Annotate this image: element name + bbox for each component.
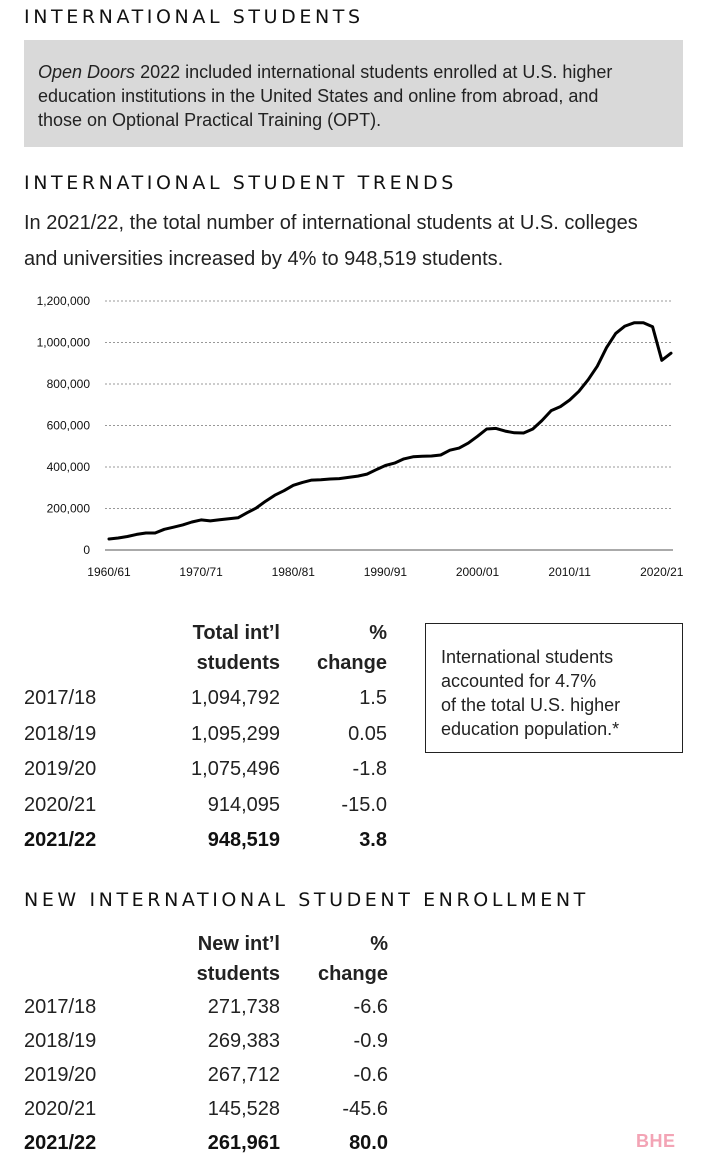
row-year: 2019/20	[24, 1064, 97, 1086]
table-row	[24, 1095, 404, 1123]
table-row	[24, 720, 404, 748]
table-row	[24, 1129, 404, 1157]
info-line-3: those on Optional Practical Training (OPT).	[38, 110, 382, 130]
table-row	[24, 993, 404, 1021]
row-students: 948,519	[207, 829, 280, 851]
table-row	[24, 791, 404, 819]
row-year: 2020/21	[24, 1098, 97, 1120]
chart-y-axis	[37, 294, 91, 557]
row-percent-change: -1.8	[352, 758, 387, 780]
open-doors-info-box	[24, 40, 683, 147]
x-tick-label: 2020/21	[640, 565, 684, 579]
row-percent-change: -0.6	[353, 1064, 388, 1086]
table-row	[24, 755, 404, 783]
row-percent-change: 3.8	[359, 829, 387, 851]
row-students: 145,528	[207, 1098, 280, 1120]
row-students: 1,095,299	[191, 722, 280, 745]
new-students-table	[24, 929, 404, 1159]
series-line-international-students	[109, 323, 671, 539]
row-year: 2021/22	[24, 829, 97, 851]
new-header-change-line1: %	[370, 933, 388, 955]
info-line-1-rest: 2022 included international students enrolled at U.S. higher	[135, 62, 613, 82]
table-row	[24, 826, 404, 854]
new-header-change-line2: change	[317, 963, 388, 985]
chart-gridlines	[105, 301, 673, 550]
y-tick-label: 200,000	[46, 501, 90, 516]
x-tick-label: 2000/01	[455, 565, 500, 579]
info-line-1	[38, 60, 669, 84]
callout-line-2: accounted for 4.7%	[441, 671, 597, 691]
total-students-table	[24, 618, 404, 858]
y-tick-label: 600,000	[46, 418, 90, 433]
chart-x-axis	[87, 565, 683, 579]
section-title-trends: INTERNATIONAL STUDENT TRENDS	[24, 172, 457, 194]
table-row	[24, 684, 404, 712]
x-tick-label: 1970/71	[179, 565, 223, 579]
row-year: 2021/22	[24, 1132, 97, 1154]
y-tick-label: 0	[83, 543, 90, 557]
row-percent-change: 1.5	[359, 687, 387, 709]
row-year: 2017/18	[24, 687, 97, 709]
callout-line-1: International students	[441, 647, 614, 667]
new-header-students-line2: students	[196, 963, 280, 985]
enrollment-line-chart	[0, 285, 704, 585]
row-percent-change: -15.0	[341, 793, 387, 816]
y-tick-label: 400,000	[46, 460, 90, 474]
row-year: 2018/19	[24, 722, 97, 745]
open-doors-emphasis: Open Doors	[38, 62, 136, 82]
x-tick-label: 1990/91	[363, 565, 408, 579]
trends-intro-text	[24, 205, 684, 277]
callout-line-3: of the total U.S. higher	[441, 695, 621, 715]
row-students: 1,094,792	[191, 687, 280, 709]
info-line-2: education institutions in the United States and online from abroad, and	[38, 86, 599, 106]
row-percent-change: -45.6	[342, 1098, 388, 1120]
x-tick-label: 2010/11	[548, 565, 591, 579]
row-year: 2019/20	[24, 758, 97, 780]
new-header-students-line1: New int’l	[197, 933, 280, 955]
total-header-students-line2: students	[196, 652, 280, 674]
row-percent-change: -6.6	[353, 996, 388, 1018]
row-students: 271,738	[207, 996, 280, 1018]
y-tick-label: 800,000	[46, 377, 90, 391]
callout-line-4: education population.*	[441, 719, 620, 739]
row-year: 2020/21	[24, 793, 97, 816]
section-title-new-enrollment: NEW INTERNATIONAL STUDENT ENROLLMENT	[24, 889, 589, 911]
x-tick-label: 1980/81	[271, 565, 315, 579]
row-percent-change: -0.9	[353, 1030, 388, 1052]
x-tick-label: 1960/61	[87, 565, 131, 579]
row-students: 261,961	[207, 1132, 280, 1154]
table-row	[24, 1027, 404, 1055]
total-header-students-line1: Total int’l	[192, 622, 280, 644]
population-share-callout	[425, 623, 683, 753]
row-percent-change: 0.05	[348, 722, 387, 745]
section-title-international-students: INTERNATIONAL STUDENTS	[24, 6, 364, 28]
row-students: 269,383	[207, 1030, 280, 1052]
intro-line-1: In 2021/22, the total number of international students at U.S. colleges	[24, 212, 638, 234]
intro-line-2: and universities increased by 4% to 948,519 students.	[24, 248, 504, 270]
bhe-logo: BHE	[636, 1131, 676, 1151]
row-year: 2018/19	[24, 1030, 97, 1052]
table-row	[24, 1061, 404, 1089]
row-students: 914,095	[207, 793, 280, 816]
row-students: 1,075,496	[191, 758, 280, 780]
row-students: 267,712	[207, 1064, 280, 1086]
row-year: 2017/18	[24, 996, 97, 1018]
y-tick-label: 1,200,000	[36, 294, 90, 308]
y-tick-label: 1,000,000	[36, 335, 90, 350]
total-header-change-line2: change	[316, 652, 387, 674]
total-header-change-line1: %	[369, 622, 387, 644]
row-percent-change: 80.0	[349, 1132, 388, 1154]
